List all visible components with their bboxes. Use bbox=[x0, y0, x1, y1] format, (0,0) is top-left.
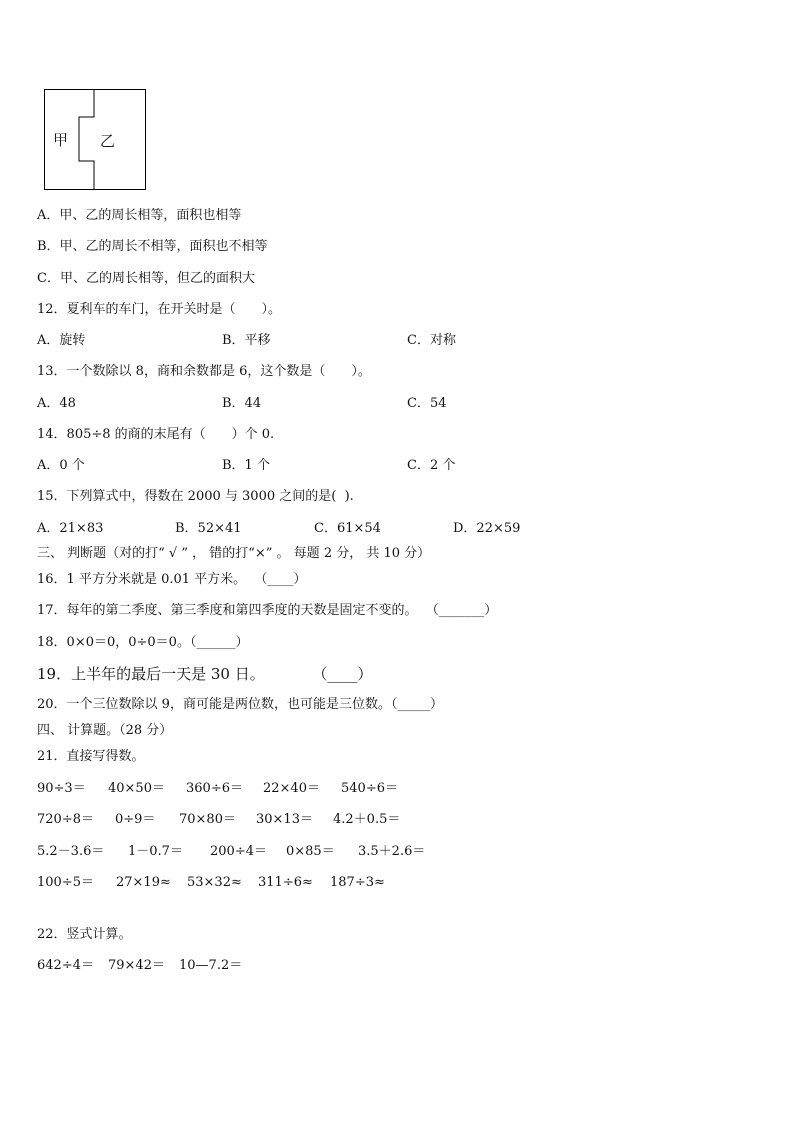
q17: 17．每年的第二季度、第三季度和第四季度的天数是固定不变的。 （_______） bbox=[37, 603, 498, 618]
q21-item: 360÷6＝ bbox=[186, 781, 243, 796]
q21-item: 100÷5＝ bbox=[37, 875, 94, 890]
figure-label-yi: 乙 bbox=[100, 132, 116, 150]
q21-item: 90÷3＝ bbox=[37, 781, 86, 796]
q15-stem: 15．下列算式中，得数在 2000 与 3000 之间的是( ). bbox=[37, 489, 354, 504]
q21-stem: 21．直接写得数。 bbox=[37, 749, 145, 764]
q21-item: 200÷4＝ bbox=[210, 844, 267, 859]
q12-option-c: C．对称 bbox=[407, 333, 456, 348]
q20: 20．一个三位数除以 9，商可能是两位数，也可能是三位数。（_____） bbox=[37, 697, 443, 712]
q21-item: 5.2－3.6＝ bbox=[37, 844, 105, 859]
section-3-heading: 三、 判断题（对的打“ √ ” ， 错的打“×” 。 每题 2 分， 共 10 分） bbox=[37, 546, 431, 561]
q21-item: 40×50＝ bbox=[108, 781, 165, 796]
q21-item: 27×19≈ bbox=[116, 875, 171, 890]
q21-item: 0÷9＝ bbox=[115, 812, 156, 827]
q11-option-a: A．甲、乙的周长相等，面积也相等 bbox=[37, 208, 242, 223]
q21-item: 3.5＋2.6＝ bbox=[358, 844, 426, 859]
q14-option-a: A．0 个 bbox=[37, 458, 85, 473]
q12-option-b: B．平移 bbox=[222, 333, 271, 348]
q11-option-b: B．甲、乙的周长不相等，面积也不相等 bbox=[37, 239, 268, 254]
q21-item: 1－0.7＝ bbox=[128, 844, 183, 859]
q21-item: 311÷6≈ bbox=[258, 875, 313, 890]
q22-item: 79×42＝ bbox=[108, 958, 165, 973]
q21-item: 70×80＝ bbox=[179, 812, 236, 827]
q21-item: 540÷6＝ bbox=[341, 781, 398, 796]
q22-item: 10—7.2＝ bbox=[179, 958, 243, 973]
q21-item: 30×13＝ bbox=[256, 812, 313, 827]
q21-item: 22×40＝ bbox=[263, 781, 320, 796]
section-4-heading: 四、 计算题。（28 分） bbox=[37, 723, 173, 738]
q16: 16．1 平方分米就是 0.01 平方米。 （____） bbox=[37, 572, 307, 587]
q13-option-c: C．54 bbox=[407, 396, 447, 411]
q12-stem: 12．夏利车的车门，在开关时是（ ）。 bbox=[37, 302, 282, 317]
q21-item: 187÷3≈ bbox=[330, 875, 385, 890]
q21-item: 4.2＋0.5＝ bbox=[333, 812, 401, 827]
q21-item: 720÷8＝ bbox=[37, 812, 94, 827]
q21-item: 0×85＝ bbox=[286, 844, 335, 859]
q22-stem: 22．竖式计算。 bbox=[37, 927, 132, 942]
q14-stem: 14．805÷8 的商的末尾有（ ）个 0. bbox=[37, 427, 275, 442]
figure-label-jia: 甲 bbox=[53, 131, 69, 149]
q15-option-d: D．22×59 bbox=[453, 521, 521, 536]
q14-option-c: C．2 个 bbox=[407, 458, 456, 473]
q13-option-a: A．48 bbox=[37, 396, 76, 411]
q13-stem: 13．一个数除以 8，商和余数都是 6，这个数是（ ）。 bbox=[37, 364, 371, 379]
q14-option-b: B．1 个 bbox=[222, 458, 270, 473]
q18: 18．0×0＝0，0÷0＝0。（______） bbox=[37, 635, 249, 650]
q15-option-a: A．21×83 bbox=[37, 521, 104, 536]
q15-option-b: B．52×41 bbox=[175, 521, 242, 536]
q21-item: 53×32≈ bbox=[187, 875, 242, 890]
q13-option-b: B．44 bbox=[222, 396, 262, 411]
shape-figure bbox=[44, 89, 146, 190]
q12-option-a: A．旋转 bbox=[37, 333, 86, 348]
q15-option-c: C．61×54 bbox=[314, 521, 381, 536]
q22-item: 642÷4＝ bbox=[37, 958, 94, 973]
q11-option-c: C．甲、乙的周长相等，但乙的面积大 bbox=[37, 271, 255, 286]
q19: 19．上半年的最后一天是 30 日。 （____） bbox=[37, 665, 373, 683]
